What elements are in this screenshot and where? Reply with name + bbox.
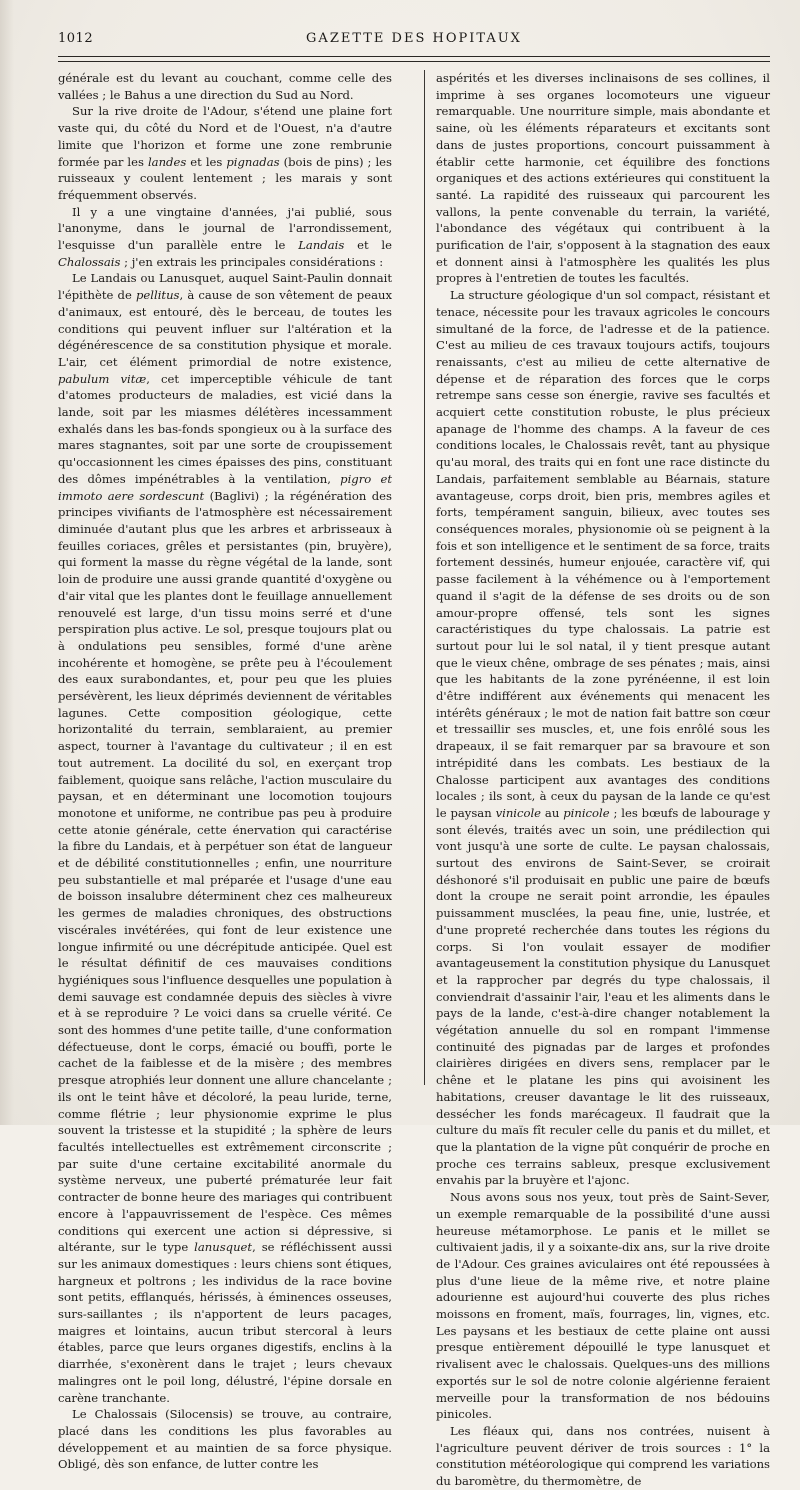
- column-divider: [424, 70, 425, 1085]
- italic-term: Chalossais: [58, 254, 121, 269]
- italic-term: lanusquet: [194, 1240, 253, 1255]
- paragraph-text: ; les bœufs de labourage y sont élevés, traités avec un soin, une prédilection qui vont jusqu'à une sorte de culte. Le paysan chalossais, surtout des environs de Saint-Sever, se croirait déshonoré s'il produisait en public une paire de bœufs dont la croupe ne serait point arrondie, les épaules puissamment musclées, la peau fine, unie, lustrée, et d'une propreté recherchée dans toutes les régions du corps. Si l'on voulait essayer de modifier avantageusement la constitution physique du Lanusquet et la rapprocher par degrés du type chalossais, il conviendrait d'assainir l'air, l'eau et les aliments dans le pays de la lande, c'est-à-dire changer notablement la végétation annuelle du sol en rompant l'immense continuité des pignadas par de larges et profondes clairières dirigées en divers sens, remplacer par le chêne et le platane les pins qui avoisinent les habitations, creuser davantage le lit des ruisseaux, dessécher les fonds marécageux. Il faudrait que la culture du maïs fît reculer celle du panis et du millet, et que la plantation de la vigne pût conquérir de proche en proche ces terrains sableux, presque exclusivement envahis par la bruyère et l'ajonc.: [436, 805, 770, 1188]
- paragraph-text: Le Landais ou Lanusquet, auquel Saint-Paulin donnait l'épithète de: [58, 271, 392, 303]
- paragraph: [436, 1189, 770, 1423]
- header-rule-thin: [58, 61, 770, 62]
- paragraph-text: et les: [186, 154, 227, 169]
- left-column: [58, 70, 392, 1473]
- paragraph: [58, 270, 392, 1406]
- paragraph-text: Nous avons sous nos yeux, tout près de Saint-Sever, un exemple remarquable de la possibilité d'une aussi heureuse métamorphose. Le panis et le millet se cultivaient jadis, il y a soixante-dix ans, sur la rive droite de l'Adour. Ces graines aviculaires ont été repoussées à plus d'une lieue de la même rive, et notre plaine adourienne est aujourd'hui couverte des plus riches moissons en froment, maïs, fourrages, lin, vignes, etc. Les paysans et les bestiaux de cette plaine ont aussi presque entièrement dépouillé le type lanusquet et rivalisent avec le chalossais. Quelques-uns des millions exportés sur le sol de notre colonie algérienne feraient merveille pour la transformation de nos bédouins pinicoles.: [436, 1190, 770, 1422]
- paragraph: [436, 1423, 770, 1490]
- paragraph: [58, 70, 392, 103]
- paragraph-text: La structure géologique d'un sol compact, résistant et tenace, nécessite pour les travaux agricoles le concours simultané de la force, de l'adresse et de la patience. C'est au milieu de ces travaux toujours actifs, toujours renaissants, c'est au milieu de cette alternative de dépense et de réparation des forces que le corps retrempe sans cesse son énergie, ravive ses facultés et acquiert cette constitution robuste, le plus précieux apanage de l'homme des champs. A la faveur de ces conditions locales, le Chalossais revêt, tant au physique qu'au moral, des traits qui en font une race distincte du Landais, parfaitement semblable au Béarnais, stature avantageuse, corps droit, bien pris, membres agiles et forts, tempérament sanguin, bilieux, avec toutes ses conséquences morales, physionomie où se peignent à la fois et son intelligence et le sentiment de sa force, traits fortement dessinés, humeur enjouée, caractère vif, qui passe facilement à la véhémence ou à l'emportement quand il s'agit de la défense de ses droits ou de son amour-propre offensé, tels sont les signes caractéristiques du type chalossais. La patrie est surtout pour lui le sol natal, il y tient presque autant que le vieux chêne, ombrage de ses pénates ; mais, ainsi que les habitants de la zone pyrénéenne, il est loin d'être indifférent aux événements qui menacent les intérêts généraux ; le mot de nation fait battre son cœur et tressaillir ses muscles, et, une fois enrôlé sous les drapeaux, il se fait remarquer par sa bravoure et son intrépidité dans les combats. Les bestiaux de la Chalosse participent aux avantages des conditions locales ; ils sont, à ceux du paysan de la lande ce qu'est le paysan: [436, 288, 770, 820]
- paragraph-text: (bois de pins) ; les ruisseaux y coulent lentement ; les marais y sont fréquemment observés.: [58, 154, 392, 202]
- right-column: [436, 70, 770, 1490]
- header-rule: [58, 56, 770, 57]
- paragraph-text: (Baglivi) ; la régénération des principes vivifiants de l'atmosphère est nécessairement diminuée d'autant plus que les arbres et arbrisseaux à feuilles coriaces, grêles et persistantes (pin, bruyère), qui forment la masse du règne végétal de la lande, sont loin de produire une aussi grande quantité d'oxygène ou d'air vital que les plantes dont le feuillage annuellement renouvelé est large, d'un tissu moins serré et d'une perspiration plus active. Le sol, presque toujours plat ou à ondulations peu sensibles, formé d'une arène incohérente et homogène, se prête peu à l'écoulement des eaux surabondantes, et, pour peu que les pluies persévèrent, les lieux déprimés deviennent de véritables lagunes. Cette composition géologique, cette horizontalité du terrain, semblaraient, au premier aspect, tourner à l'avantage du cultivateur ; il en est tout autrement. La docilité du sol, en exerçant trop faiblement, quoique sans relâche, l'action musculaire du paysan, et en déterminant une locomotion toujours monotone et uniforme, ne contribue pas peu à produire cette atonie générale, cette énervation qui caractérise la fibre du Landais, et à perpétuer son état de langueur et de débilité constitutionnelles ; enfin, une nourriture peu substantielle et mal préparée et l'usage d'une eau de boisson insalubre déterminent chez ces malheureux les germes de maladies chroniques, des obstructions viscérales invétérées, qui font de leur existence une longue infirmité ou une décrépitude anticipée. Quel est le résultat définitif de ces mauvaises conditions hygiéniques sous l'influence desquelles une population à demi sauvage est condamnée depuis des siècles à vivre et à se reproduire ? Le voici dans sa cruelle vérité. Ce sont des hommes d'une petite taille, d'une conformation défectueuse, dont le corps, émacié ou bouffi, porte le cachet de la faiblesse et de la misère ; des membres presque atrophiés leur donnent une allure chancelante ; ils ont le teint hâve et décoloré, la peau luride, terne, comme flétrie ; leur physionomie exprime le plus souvent la tristesse et la stupidité ; la sphère de leurs facultés intellectuelles est extrêmement circonscrite ; par suite d'une certaine excitabilité anormale du système nerveux, une puberté prématurée leur fait contracter de bonne heure des mariages qui contribuent encore à l'appauvrissement de l'espèce. Ces mêmes conditions qui exercent une action si dépressive, si altérante, sur le type: [58, 488, 392, 1255]
- paragraph: [436, 70, 770, 287]
- italic-term: landes: [147, 154, 187, 169]
- italic-term: Landais: [298, 238, 345, 253]
- paragraph: [58, 1406, 392, 1473]
- paragraph-text: ; j'en extrais les principales considérations :: [120, 254, 384, 269]
- italic-term: pabulum vitæ: [58, 371, 147, 386]
- italic-term: pignadas: [226, 154, 280, 169]
- italic-term: pigro et immoto aere sordescunt: [58, 471, 392, 503]
- paragraph-text: , se réfléchissent aussi sur les animaux domestiques : leurs chiens sont étiques, hargneux et poltrons ; les individus de la race bovine sont petits, efflanqués, hérissés, à éminences osseuses, surs-saillantes ; ils n'apportent de leurs pacages, maigres et lointains, aucun tribut stercoral à leurs étables, parce que leurs organes digestifs, enclins à la diarrhée, s'exonèrent dans le trajet ; leurs chevaux malingres ont le poil long, délustré, l'épine dorsale en carène tranchante.: [58, 1240, 393, 1405]
- paragraph: [58, 204, 392, 271]
- paragraph-text: Sur la rive droite de l'Adour, s'étend une plaine fort vaste qui, du côté du Nord et de l'Ouest, n'a d'autre limite que l'horizon et forme une zone rembrunie formée par les: [58, 104, 392, 169]
- paragraph: [58, 103, 392, 203]
- paragraph: [436, 287, 770, 1189]
- italic-term: pinicole: [563, 805, 610, 820]
- paragraph-text: , à cause de son vêtement de peaux d'animaux, est entouré, dès le berceau, de toutes les conditions qui peuvent influer sur l'altération et la dégénérescence de sa constitution physique et morale. L'air, cet élément primordial de notre existence,: [58, 288, 393, 369]
- paragraph-text: Il y a une vingtaine d'années, j'ai publié, sous l'anonyme, dans le journal de l'arrondissement, l'esquisse d'un parallèle entre le: [58, 204, 392, 253]
- paragraph-text: aspérités et les diverses inclinaisons de ses collines, il imprime à ses organes locomoteurs une vigueur remarquable. Une nourriture simple, mais abondante et saine, où les éléments réparateurs et excitants sont dans de justes proportions, concourt puissamment à établir cette harmonie, cet équilibre des fonctions organiques et des actions extérieures qui constituent la santé. La rapidité des ruisseaux qui parcourent les vallons, la pente convenable du terrain, la variété, l'abondance des végétaux qui contribuent à la purification de l'air, s'opposent à la stagnation des eaux et donnent ainsi à l'atmosphère les qualités les plus propres à l'entretien de toutes les facultés.: [436, 71, 770, 286]
- italic-term: pellitus: [136, 288, 180, 303]
- paragraph-text: au: [541, 805, 564, 820]
- paragraph-text: et le: [344, 238, 392, 253]
- paragraph-text: Le Chalossais (Silocensis) se trouve, au contraire, placé dans les conditions les plus favorables au développement et au maintien de sa force physique. Obligé, dès son enfance, de lutter contre les: [58, 1407, 392, 1472]
- page-number: 1012: [58, 31, 94, 46]
- page-header: [58, 26, 770, 52]
- journal-title: GAZETTE DES HOPITAUX: [306, 31, 522, 46]
- italic-term: vinicole: [495, 805, 542, 820]
- paragraph-text: , cet imperceptible véhicule de tant d'atomes producteurs de maladies, est vicié dans la lande, soit par les miasmes délétères incessamment exhalés dans les bas-fonds spongieux ou à la surface des mares stagnantes, soit par une sorte de croupissement qu'occasionnent les cimes épaisses des pins, constituant des dômes impénétrables à la ventilation,: [58, 371, 392, 486]
- paragraph-text: générale est du levant au couchant, comme celle des vallées ; le Bahus a une direction du Sud au Nord.: [58, 71, 392, 102]
- page-edge-shadow: [0, 0, 14, 1125]
- paragraph-text: Les fléaux qui, dans nos contrées, nuisent à l'agriculture peuvent dériver de trois sources : 1° la constitution météorologique qui comprend les variations du baromètre, du thermomètre, de: [436, 1423, 770, 1489]
